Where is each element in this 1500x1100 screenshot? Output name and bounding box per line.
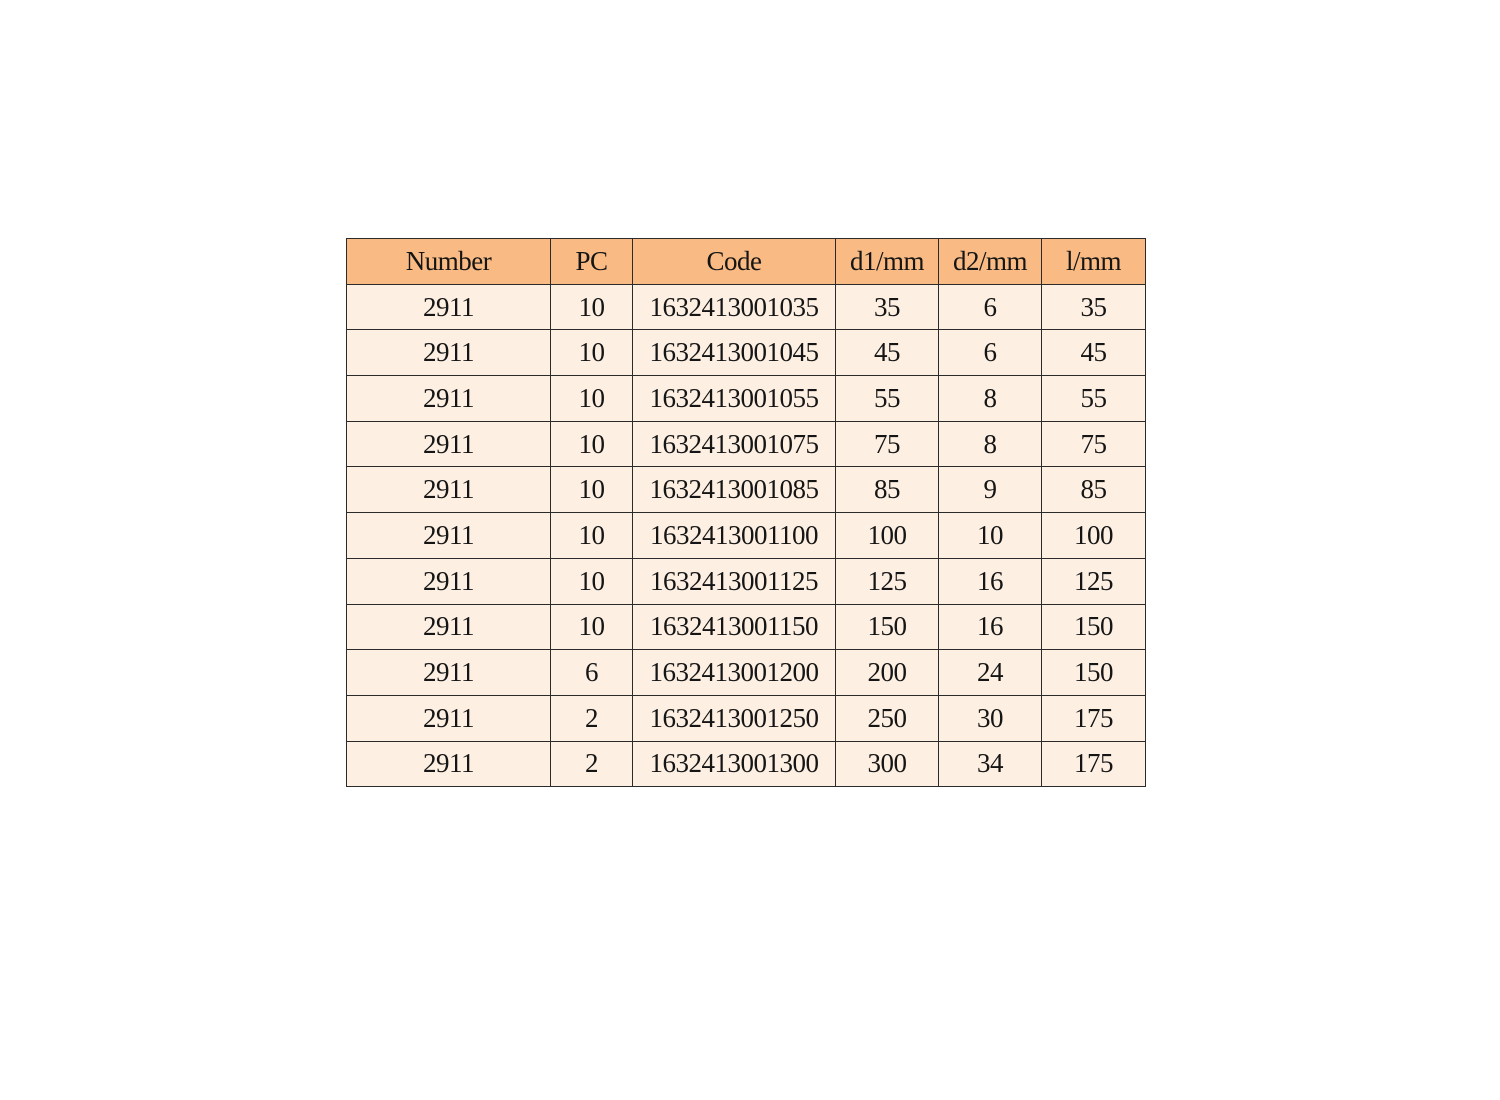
l-cell: 125 (1042, 558, 1146, 604)
column-header-number: Number (347, 239, 551, 285)
number-cell: 2911 (347, 467, 551, 513)
table-row (347, 695, 1146, 741)
code-cell: 1632413001075 (633, 421, 836, 467)
d2-cell: 16 (939, 604, 1042, 650)
code-cell: 1632413001085 (633, 467, 836, 513)
spec-table (346, 238, 1146, 787)
d1-cell: 75 (836, 421, 939, 467)
number-cell: 2911 (347, 421, 551, 467)
pc-cell: 2 (551, 741, 633, 787)
d1-cell: 300 (836, 741, 939, 787)
column-header-l: l/mm (1042, 239, 1146, 285)
number-cell: 2911 (347, 558, 551, 604)
code-cell: 1632413001150 (633, 604, 836, 650)
l-cell: 55 (1042, 376, 1146, 422)
l-cell: 45 (1042, 330, 1146, 376)
code-cell: 1632413001125 (633, 558, 836, 604)
d1-cell: 45 (836, 330, 939, 376)
l-cell: 175 (1042, 695, 1146, 741)
table-row (347, 330, 1146, 376)
l-cell: 35 (1042, 284, 1146, 330)
pc-cell: 10 (551, 421, 633, 467)
l-cell: 100 (1042, 513, 1146, 559)
table-row (347, 650, 1146, 696)
pc-cell: 10 (551, 376, 633, 422)
l-cell: 85 (1042, 467, 1146, 513)
d2-cell: 34 (939, 741, 1042, 787)
number-cell: 2911 (347, 604, 551, 650)
pc-cell: 10 (551, 284, 633, 330)
header-row (347, 239, 1146, 285)
code-cell: 1632413001250 (633, 695, 836, 741)
d2-cell: 8 (939, 376, 1042, 422)
number-cell: 2911 (347, 650, 551, 696)
code-cell: 1632413001200 (633, 650, 836, 696)
table-row (347, 558, 1146, 604)
d2-cell: 10 (939, 513, 1042, 559)
d1-cell: 250 (836, 695, 939, 741)
pc-cell: 2 (551, 695, 633, 741)
pc-cell: 10 (551, 467, 633, 513)
d2-cell: 6 (939, 284, 1042, 330)
d1-cell: 150 (836, 604, 939, 650)
number-cell: 2911 (347, 284, 551, 330)
table-row (347, 284, 1146, 330)
number-cell: 2911 (347, 741, 551, 787)
number-cell: 2911 (347, 376, 551, 422)
d1-cell: 35 (836, 284, 939, 330)
number-cell: 2911 (347, 330, 551, 376)
code-cell: 1632413001035 (633, 284, 836, 330)
l-cell: 75 (1042, 421, 1146, 467)
pc-cell: 10 (551, 604, 633, 650)
number-cell: 2911 (347, 695, 551, 741)
d1-cell: 125 (836, 558, 939, 604)
code-cell: 1632413001045 (633, 330, 836, 376)
column-header-d2: d2/mm (939, 239, 1042, 285)
table-header (347, 239, 1146, 285)
d2-cell: 9 (939, 467, 1042, 513)
code-cell: 1632413001100 (633, 513, 836, 559)
table-row (347, 741, 1146, 787)
d2-cell: 6 (939, 330, 1042, 376)
table-body (347, 284, 1146, 787)
code-cell: 1632413001055 (633, 376, 836, 422)
table-row (347, 421, 1146, 467)
l-cell: 150 (1042, 650, 1146, 696)
d1-cell: 200 (836, 650, 939, 696)
d2-cell: 30 (939, 695, 1042, 741)
number-cell: 2911 (347, 513, 551, 559)
table-row (347, 604, 1146, 650)
table-row (347, 376, 1146, 422)
pc-cell: 10 (551, 330, 633, 376)
table-row (347, 513, 1146, 559)
column-header-code: Code (633, 239, 836, 285)
l-cell: 175 (1042, 741, 1146, 787)
d2-cell: 24 (939, 650, 1042, 696)
d1-cell: 85 (836, 467, 939, 513)
column-header-d1: d1/mm (836, 239, 939, 285)
code-cell: 1632413001300 (633, 741, 836, 787)
l-cell: 150 (1042, 604, 1146, 650)
d2-cell: 8 (939, 421, 1042, 467)
table-row (347, 467, 1146, 513)
d1-cell: 100 (836, 513, 939, 559)
d1-cell: 55 (836, 376, 939, 422)
d2-cell: 16 (939, 558, 1042, 604)
pc-cell: 6 (551, 650, 633, 696)
pc-cell: 10 (551, 513, 633, 559)
column-header-pc: PC (551, 239, 633, 285)
pc-cell: 10 (551, 558, 633, 604)
